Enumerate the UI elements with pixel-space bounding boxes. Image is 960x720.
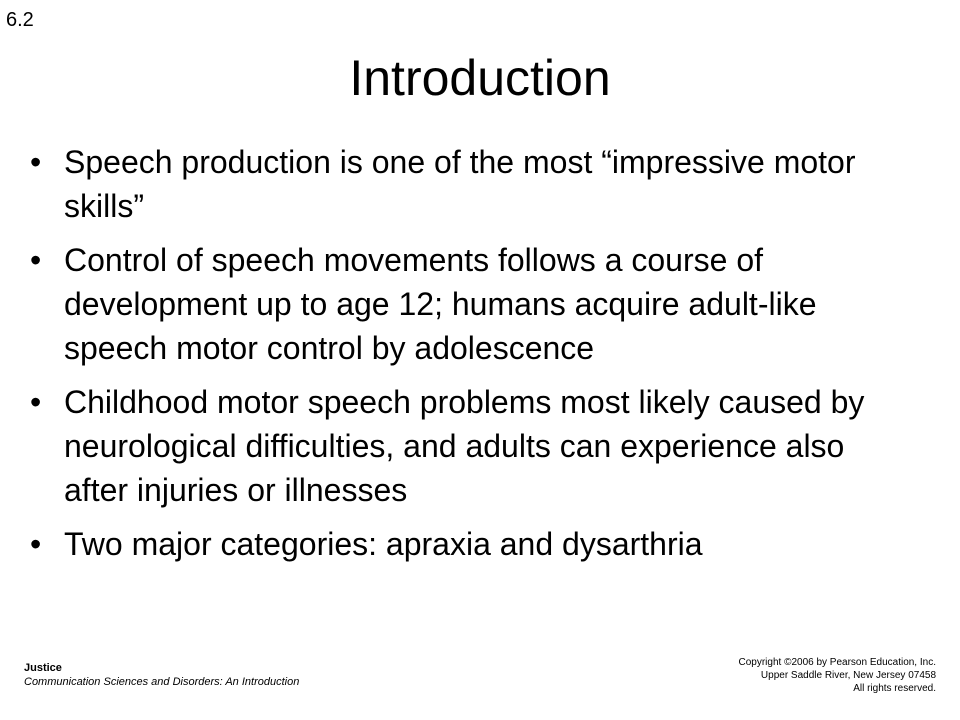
bullet-text: Two major categories: apraxia and dysarthria [64,526,703,562]
bullet-marker: • [30,526,42,562]
bullet-item [30,380,910,512]
bullet-item [30,238,910,370]
bullet-text: Control of speech movements follows a course of development up to age 12; humans acquire adult-like speech motor control by adolescence [64,242,817,366]
copyright-line: Copyright ©2006 by Pearson Education, Inc. [738,657,936,668]
rights-line: All rights reserved. [853,683,936,694]
footer-author: Justice [24,662,62,674]
slide-number: 6.2 [6,9,34,31]
bullet-marker: • [30,144,42,180]
footer-copyright [739,656,937,695]
publisher-address: Upper Saddle River, New Jersey 07458 [760,670,936,681]
bullet-text: Speech production is one of the most “impressive motor skills” [64,144,856,224]
bullet-marker: • [30,242,42,278]
footer-book-title: Communication Sciences and Disorders: An Introduction [24,676,300,688]
bullet-marker: • [30,384,42,420]
footer-citation [24,661,299,689]
bullet-item [30,140,910,228]
bullet-list [30,140,910,576]
bullet-text: Childhood motor speech problems most likely caused by neurological difficulties, and adults can experience also after injuries or illnesses [64,384,865,508]
bullet-item [30,522,910,566]
slide-title: Introduction [349,50,611,106]
